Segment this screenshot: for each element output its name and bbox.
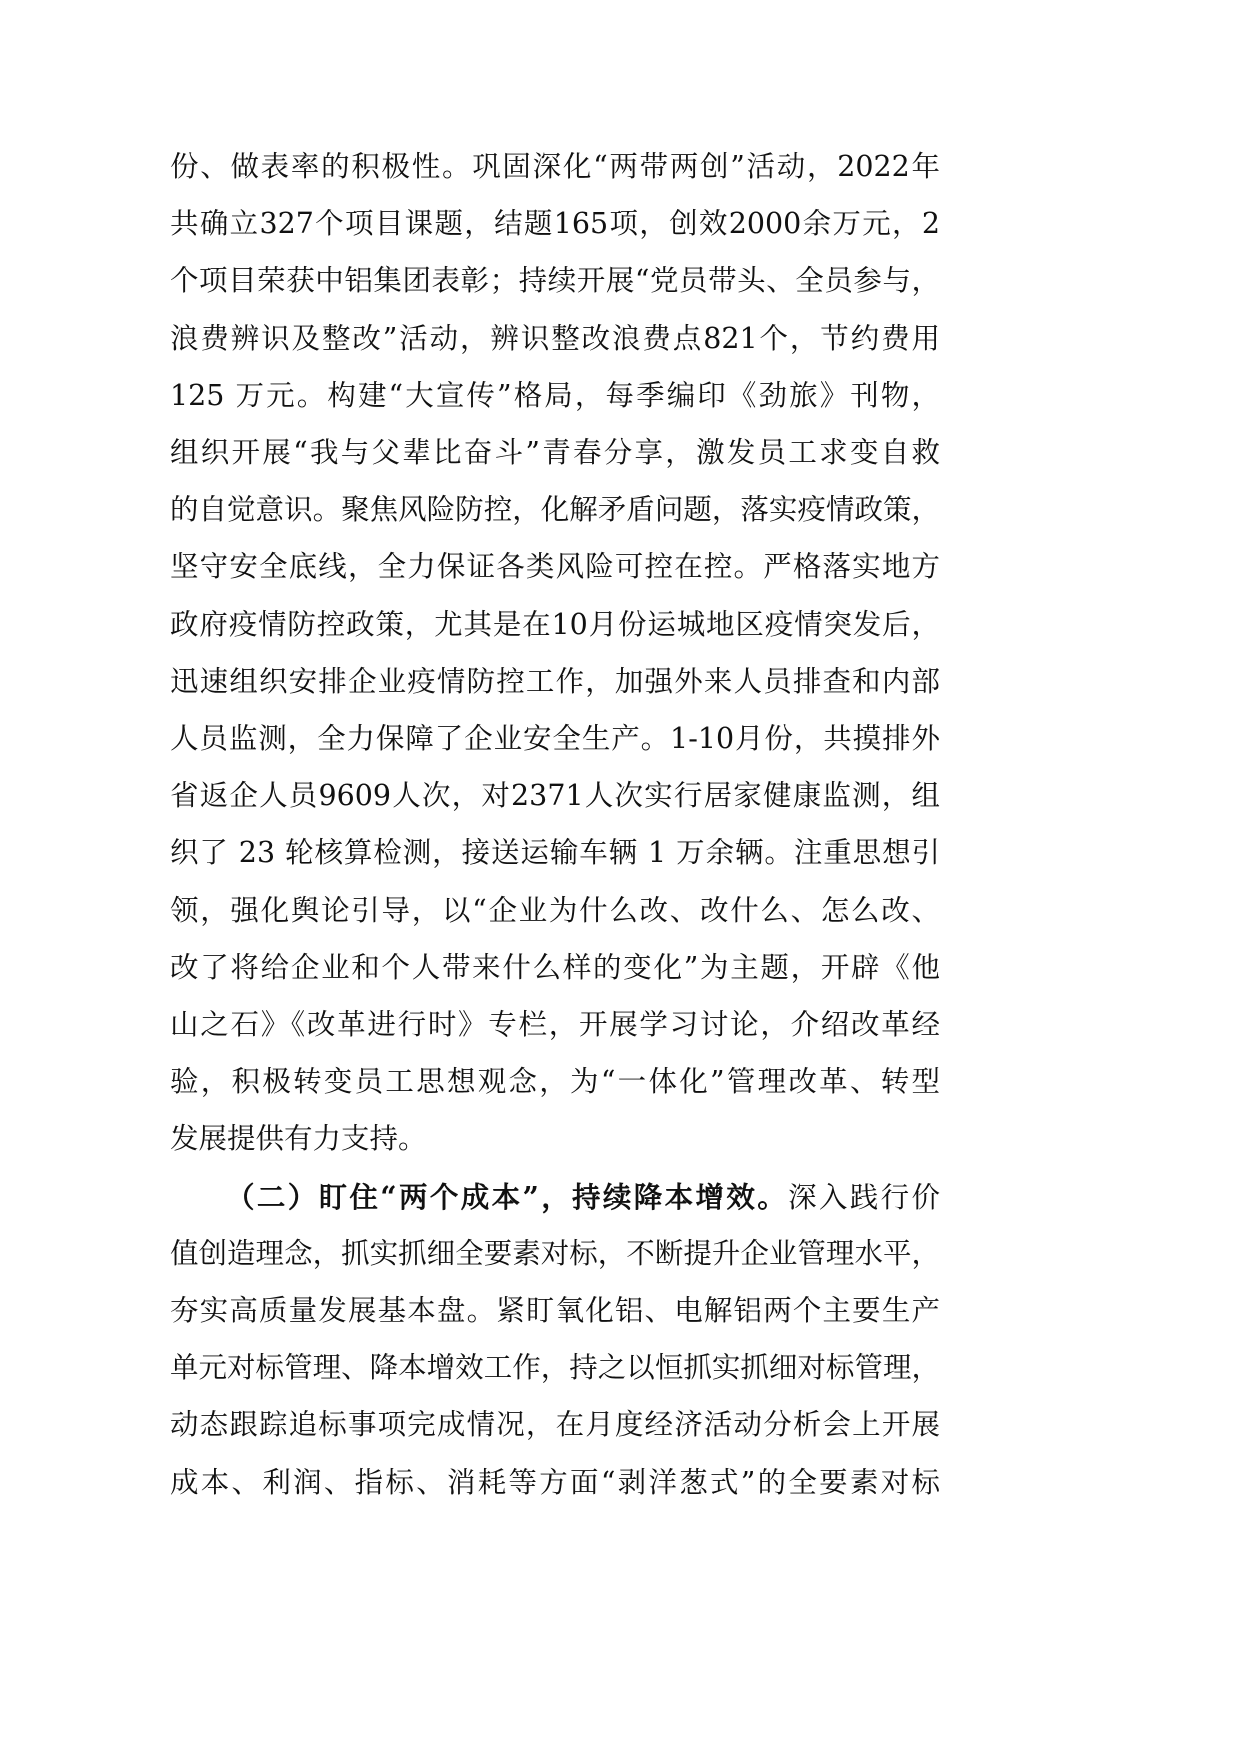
text-line: 政府疫情防控政策，尤其是在10月份运城地区疫情突发后， <box>170 607 940 641</box>
text-line: 125 万元。构建“大宣传”格局，每季编印《劲旅》刊物， <box>170 378 940 412</box>
text-line: 共确立327个项目课题，结题165项，创效2000余万元，2 <box>170 207 940 241</box>
text-line: 领，强化舆论引导，以“企业为什么改、改什么、怎么改、 <box>170 893 940 927</box>
text-line: 发展提供有力支持。 <box>170 1122 427 1156</box>
text-line: 省返企人员9609人次，对2371人次实行居家健康监测，组 <box>170 779 940 813</box>
section-heading: （二）盯住“两个成本”，持续降本增效。 <box>226 1179 789 1214</box>
text-line: 人员监测，全力保障了企业安全生产。1-10月份，共摸排外 <box>170 722 940 755</box>
text-line: 夯实高质量发展基本盘。紧盯氧化铝、电解铝两个主要生产 <box>170 1294 940 1327</box>
text-line: 浪费辨识及整改”活动，辨识整改浪费点821个，节约费用 <box>170 321 940 355</box>
text-line: 组织开展“我与父辈比奋斗”青春分享，激发员工求变自救 <box>170 436 940 469</box>
section-text: 深入践行价 <box>788 1180 940 1214</box>
text-line: 成本、利润、指标、消耗等方面“剥洋葱式”的全要素对标 <box>170 1465 940 1499</box>
paragraph-2-first-line <box>170 1177 940 1217</box>
text-line: 动态跟踪追标事项完成情况，在月度经济活动分析会上开展 <box>170 1408 940 1442</box>
text-line: 单元对标管理、降本增效工作，持之以恒抓实抓细对标管理， <box>170 1351 940 1385</box>
text-line: 迅速组织安排企业疫情防控工作，加强外来人员排查和内部 <box>170 664 940 698</box>
text-line: 个项目荣获中铝集团表彰；持续开展“党员带头、全员参与， <box>170 264 940 298</box>
text-line: 山之石》《改革进行时》专栏，开展学习讨论，介绍改革经 <box>170 1008 940 1041</box>
text-line: 验，积极转变员工思想观念，为“一体化”管理改革、转型 <box>170 1065 940 1099</box>
text-line: 值创造理念，抓实抓细全要素对标，不断提升企业管理水平， <box>170 1236 940 1270</box>
text-line: 份、做表率的积极性。巩固深化“两带两创”活动，2022年 <box>170 150 940 183</box>
text-line: 坚守安全底线，全力保证各类风险可控在控。严格落实地方 <box>170 550 940 584</box>
text-line: 改了将给企业和个人带来什么样的变化”为主题，开辟《他 <box>170 950 940 984</box>
text-line: 的自觉意识。聚焦风险防控，化解矛盾问题，落实疫情政策， <box>170 493 940 527</box>
text-line: 织了 23 轮核算检测，接送运输车辆 1 万余辆。注重思想引 <box>170 836 940 870</box>
